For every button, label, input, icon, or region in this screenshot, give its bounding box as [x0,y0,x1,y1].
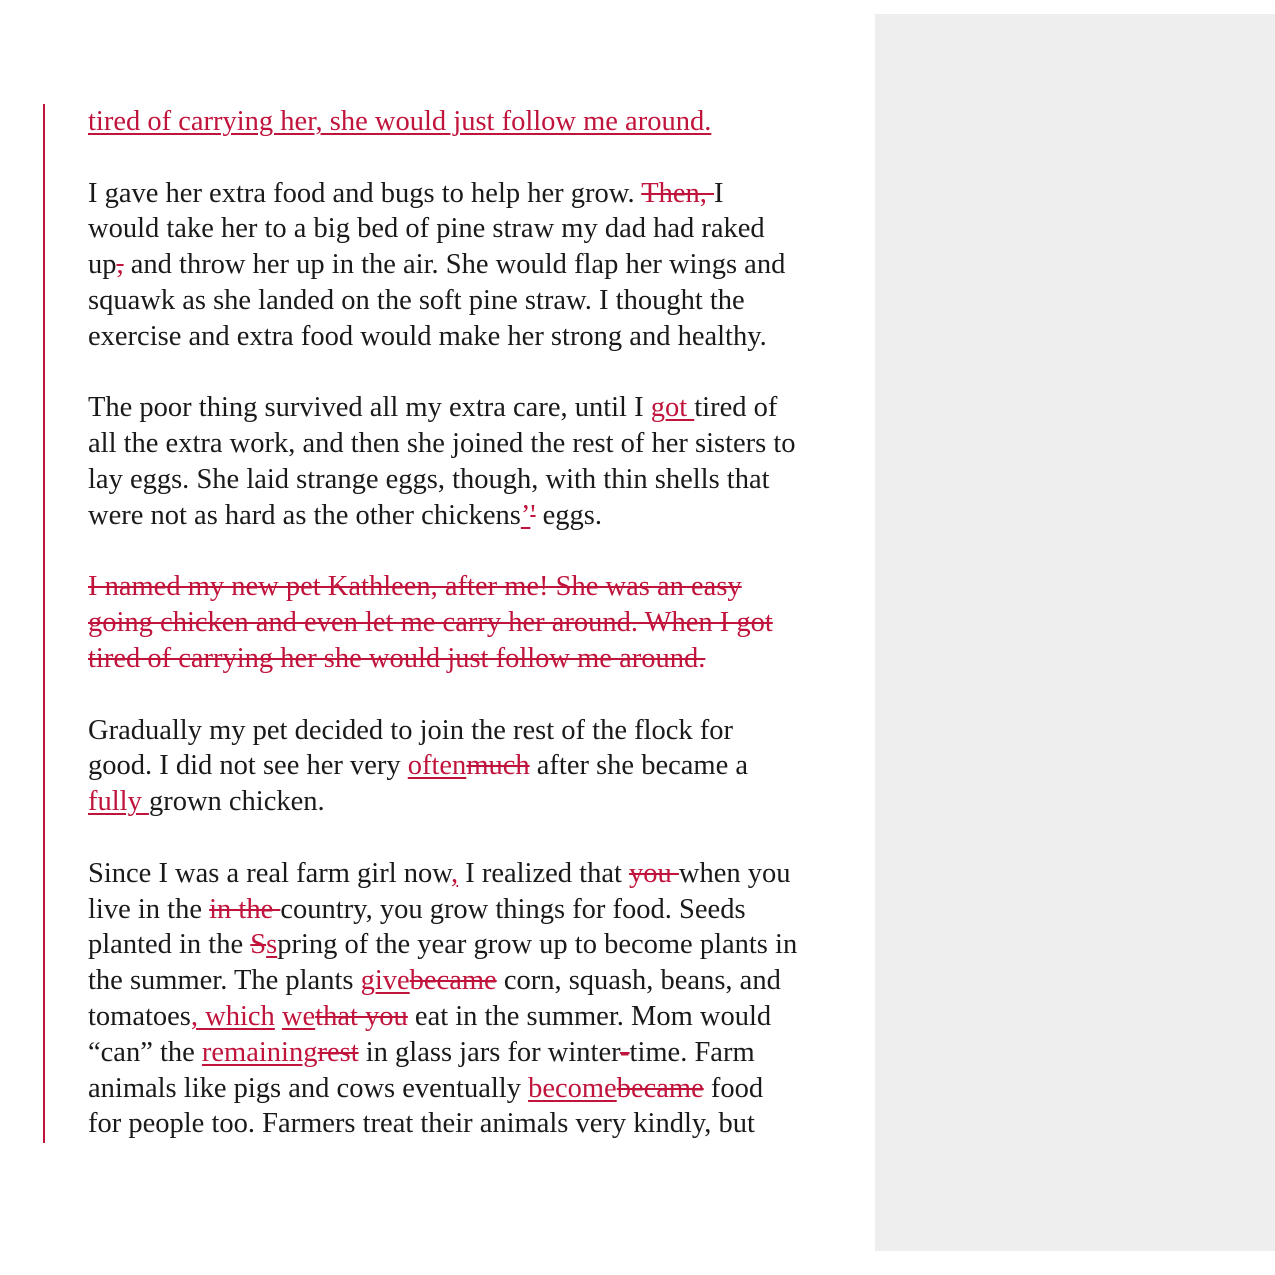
deleted-text: going chicken and even let me carry her around. When I got [88,607,773,639]
text: lay eggs. [88,463,197,495]
text: I [714,177,724,209]
text: eggs. [535,499,603,531]
deleted-text: that you [315,1000,408,1032]
text: The plants [233,965,361,997]
inserted-text: got [650,392,695,424]
deleted-text: became [616,1072,704,1104]
inserted-text: , [450,857,459,889]
text: up [88,249,117,281]
text: animals like pigs and cows eventually [88,1072,529,1104]
inserted-text: s [266,929,278,961]
text: all the extra work, and then she joined the rest of her sisters to [88,428,796,460]
text: eat in the summer. [407,1000,631,1032]
text: for people too. [88,1108,263,1140]
text: and throw her up in the air. [123,249,446,281]
paragraph [88,856,873,1142]
deleted-text: - [620,1036,630,1068]
deleted-text: in the [209,893,281,925]
text: The poor thing survived all my extra care, until I [88,392,651,424]
inserted-text: , which [190,1000,275,1032]
paragraph [88,713,873,820]
text: I thought the [599,284,745,316]
deleted-text: , [116,249,124,281]
text: She laid strange eggs, though, with thin shells that [196,463,770,495]
text: Mom would [631,1000,772,1032]
inserted-text: we [281,1000,316,1032]
deleted-text: you [629,857,679,889]
text: Gradually my pet decided to join the rest of the flock for [88,714,734,746]
text: good. [88,750,160,782]
deleted-text: tired of carrying her she would just follow me around. [88,642,706,674]
paragraph [88,569,873,676]
text: were not as hard as the other chickens [88,499,521,531]
paragraph [88,104,873,140]
text: squawk as she landed on the soft pine straw. [88,284,600,316]
deleted-text: much [466,750,530,782]
text: grown chicken. [148,786,325,818]
text: I did not see her very [159,750,408,782]
text: live in the [88,893,210,925]
text [275,1001,282,1032]
inserted-text: become [528,1072,617,1104]
inserted-text: give [360,965,410,997]
text: food [703,1072,764,1104]
text: exercise and extra food would make her strong and healthy. [88,320,767,352]
text: tomatoes [88,1000,191,1032]
text: planted in the [88,929,251,961]
text: tired of [694,392,778,424]
text: time. [629,1036,695,1068]
text: corn, squash, beans, and [496,965,781,997]
text: “can” the [88,1036,202,1068]
text: Farmers treat their animals very kindly, but [262,1108,755,1140]
deleted-text: became [409,965,497,997]
text: I realized that [458,857,630,889]
deleted-text: rest [317,1036,359,1068]
deleted-text: Then, [641,177,715,209]
text: the summer. [88,965,234,997]
inserted-text: ’ [520,499,531,531]
text: would take her to a big bed of pine straw my dad had raked [88,213,765,245]
inserted-text: remaining [201,1036,318,1068]
text: in glass jars for winter [358,1036,621,1068]
paragraph [88,390,873,533]
deleted-text: ' [530,499,536,531]
inserted-text: often [407,750,467,782]
document-body[interactable] [88,104,873,1178]
paragraph [88,176,873,355]
inserted-text: fully [88,786,149,818]
deleted-text: S [250,929,267,961]
text: pring of the year grow up to become plants in [277,929,798,961]
inserted-text: tired of carrying her, she would just follow me around. [88,106,712,137]
text: Since I was a real farm girl now [88,857,451,889]
text: country, you grow things for food. [280,893,680,925]
text: after she became a [529,750,748,782]
text: She would flap her wings and [445,249,786,281]
change-bar [43,104,45,1143]
text: I gave her extra food and bugs to help her grow. [88,177,642,209]
text: when you [678,857,791,889]
text: Farm [694,1036,755,1068]
deleted-text: I named my new pet Kathleen, after me! She was an easy [88,571,742,603]
comment-pane [875,14,1275,1251]
text: Seeds [679,893,746,925]
